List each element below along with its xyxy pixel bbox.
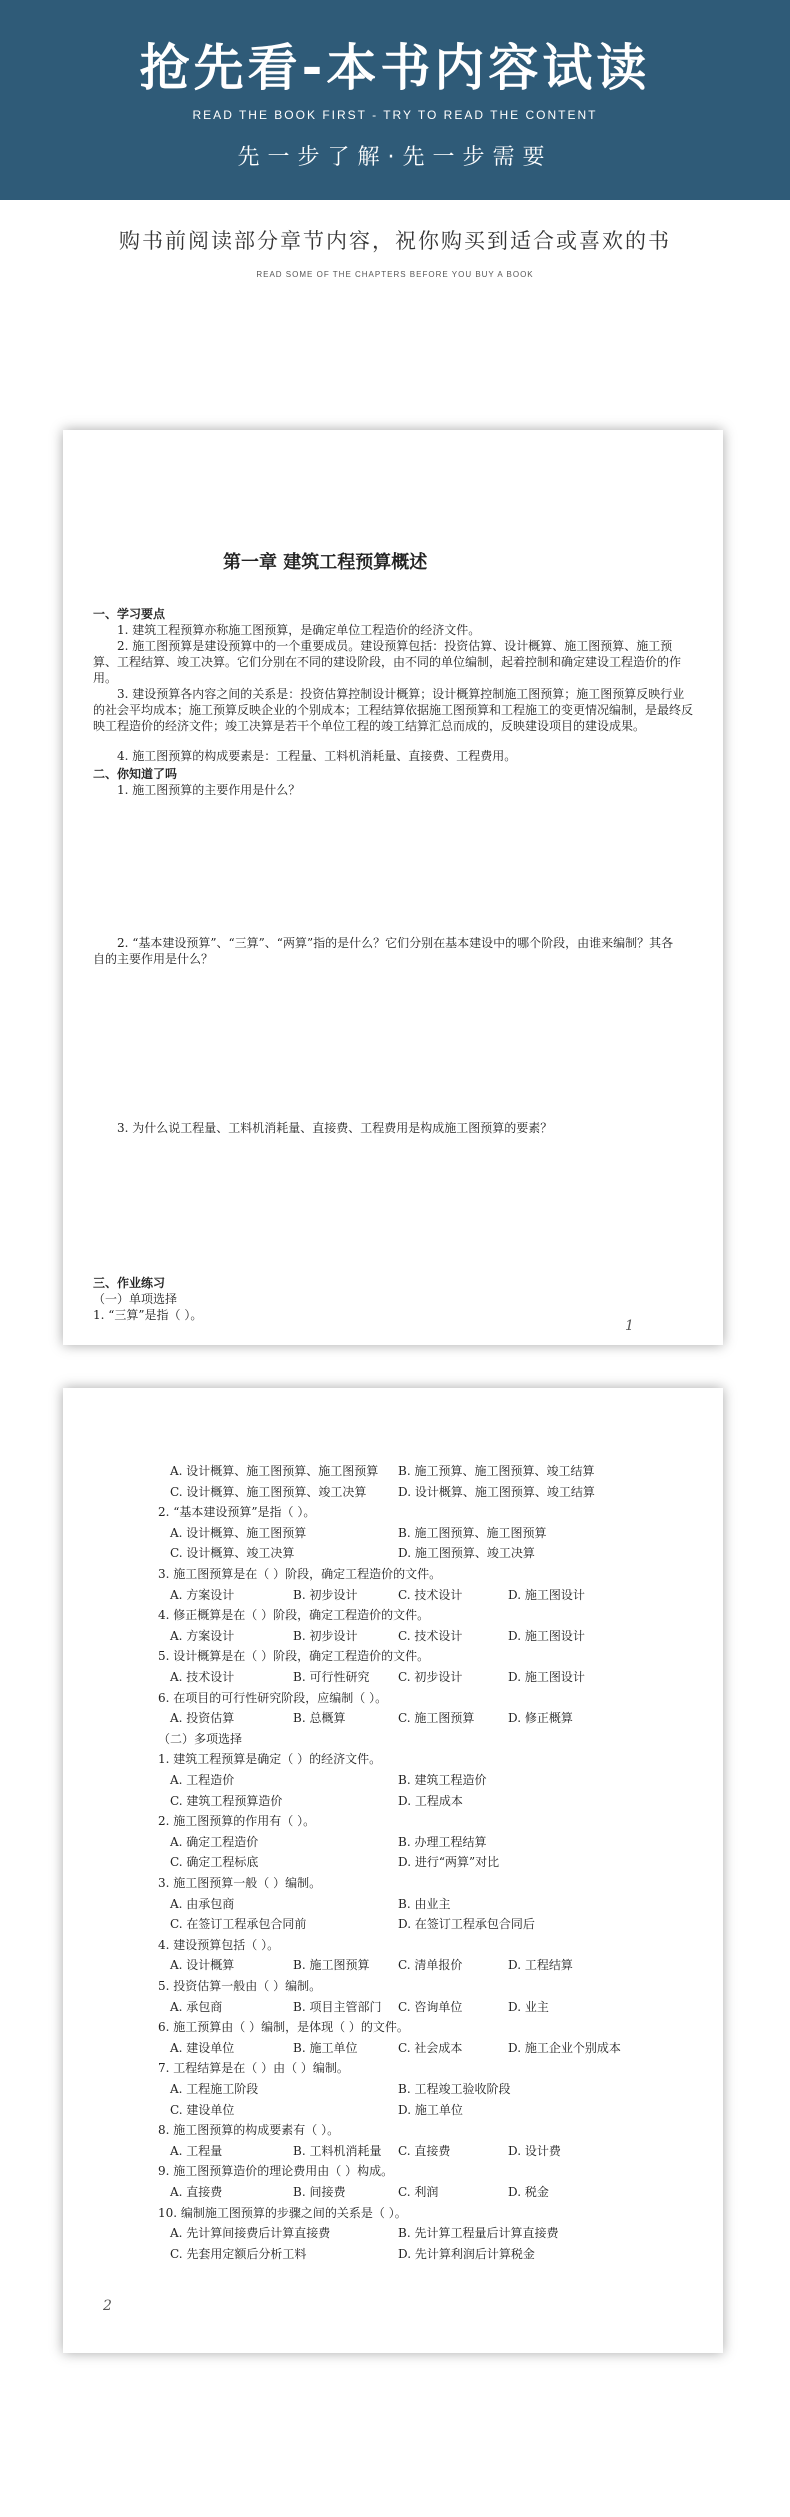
intro-text: 购书前阅读部分章节内容，祝你购买到适合或喜欢的书 [119,229,671,253]
question-line: 7. 工程结算是在（ ）由（ ）编制。 [158,2061,349,2076]
banner-title: 抢先看-本书内容试读 [139,39,651,97]
answer-option: B. 间接费 [293,2185,346,2199]
answer-option: A. 技术设计 [170,1670,235,1684]
answer-option: C. 初步设计 [398,1670,463,1684]
banner-subtitle-en: READ THE BOOK FIRST - TRY TO READ THE CONTENT [192,108,598,122]
answer-option: B. 初步设计 [293,1628,358,1643]
intro-text-en: READ SOME OF THE CHAPTERS BEFORE YOU BUY A BOOK [256,270,534,279]
answer-option: C. 先套用定额后分析工料 [170,2246,307,2261]
answer-option: A. 工程施工阶段 [170,2082,259,2096]
answer-option: B. 施工预算、施工图预算、竣工结算 [398,1464,595,1478]
answer-option: C. 清单报价 [398,1958,463,1973]
answer-option: B. 办理工程结算 [398,1834,487,1849]
answer-option: B. 施工图预算、施工图预算 [398,1525,547,1540]
answer-option: A. 方案设计 [170,1628,235,1643]
section-heading: 三、作业练习 [93,1276,166,1290]
answer-option: C. 社会成本 [398,2040,463,2055]
paragraph: 1. 建筑工程预算亦称施工图预算，是确定单位工程造价的经济文件。 [117,623,481,637]
answer-option: C. 建设单位 [170,2102,235,2117]
answer-option: D. 进行“两算”对比 [398,1855,500,1870]
answer-option: C. 技术设计 [398,1587,463,1602]
question-line: 3. 施工图预算是在（ ）阶段，确定工程造价的文件。 [158,1567,442,1581]
answer-option: A. 承包商 [170,1999,223,2014]
answer-option: B. 建筑工程造价 [398,1773,487,1787]
answer-option: A. 投资估算 [170,1711,235,1726]
answer-option: A. 确定工程造价 [170,1834,259,1849]
answer-option: B. 先计算工程量后计算直接费 [398,2226,559,2241]
page-number: 1 [625,1318,634,1334]
question-line: 4. 建设预算包括（ ）。 [158,1937,280,1952]
header-banner [0,0,790,200]
chapter-title: 第一章 建筑工程预算概述 [223,552,428,573]
answer-option: D. 修正概算 [508,1711,573,1726]
answer-option: C. 设计概算、施工图预算、竣工决算 [170,1484,367,1499]
answer-option: D. 业主 [508,1999,549,2014]
answer-option: C. 利润 [398,2185,439,2199]
answer-option: B. 施工单位 [293,2040,358,2055]
question-line: 2. “基本建设预算”是指（ ）。 [158,1505,316,1520]
answer-option: A. 设计概算、施工图预算 [170,1525,307,1540]
answer-option: A. 由承包商 [170,1896,235,1911]
answer-option: D. 设计费 [508,2143,561,2158]
answer-option: C. 建筑工程预算造价 [170,1793,283,1808]
section-heading: 二、你知道了吗 [93,767,178,781]
answer-option: A. 工程造价 [170,1773,235,1787]
answer-option: B. 总概算 [293,1711,346,1726]
answer-option: A. 建设单位 [170,2040,235,2055]
question: 1. 施工图预算的主要作用是什么？ [117,783,301,797]
answer-option: C. 技术设计 [398,1628,463,1643]
subsection-heading: （一）单项选择 [93,1292,178,1306]
section-heading: 一、学习要点 [93,607,166,621]
answer-option: D. 在签订工程承包合同后 [398,1917,535,1932]
question-line: 5. 投资估算一般由（ ）编制。 [158,1979,322,1993]
answer-option: B. 初步设计 [293,1587,358,1602]
question-line: 4. 修正概算是在（ ）阶段，确定工程造价的文件。 [158,1608,430,1623]
answer-option: A. 设计概算 [170,1958,235,1973]
paragraph: 3. 建设预算各内容之间的关系是：投资估算控制设计概算；设计概算控制施工图预算；施工图预算反映行业的社会平均成本；施工预算反映企业的个别成本；工程结算依据施工图预算和工程施工的变更情况编制，是最终反映工程造价的经济文件；竣工决算是若干个单位工程的竣工结算汇总而成的，反映建设项目的建设成果。 [93,687,694,733]
question-line: （二）多项选择 [158,1731,243,1746]
book-page-2 [63,1388,723,2353]
answer-option: B. 可行性研究 [293,1670,370,1684]
paragraph: 2. 施工图预算是建设预算中的一个重要成员。建设预算包括：投资估算、设计概算、施工图预算、施工预算、工程结算、竣工决算。它们分别在不同的建设阶段，由不同的单位编制，起着控制和确定建设工程造价的作用。 [93,639,682,685]
answer-option: B. 项目主管部门 [293,1999,382,2014]
answer-option: D. 施工单位 [398,2102,463,2117]
answer-option: D. 税金 [508,2185,549,2199]
question-line: 1. 建筑工程预算是确定（ ）的经济文件。 [158,1752,382,1767]
answer-option: D. 工程成本 [398,1793,463,1808]
answer-option: D. 先计算利润后计算税金 [398,2246,535,2261]
answer-option: C. 在签订工程承包合同前 [170,1917,307,1932]
answer-option: A. 设计概算、施工图预算、施工图预算 [170,1464,379,1478]
answer-option: A. 方案设计 [170,1587,235,1602]
answer-option: C. 直接费 [398,2143,451,2158]
answer-option: A. 工程量 [170,2143,223,2158]
answer-option: A. 直接费 [170,2185,223,2199]
question-line: 5. 设计概算是在（ ）阶段，确定工程造价的文件。 [158,1649,430,1664]
answer-option: B. 施工图预算 [293,1958,370,1973]
answer-option: B. 工料机消耗量 [293,2143,382,2158]
question: 2. “基本建设预算”、“三算”、“两算”指的是什么？它们分别在基本建设中的哪个阶段，由谁来编制？其各自的主要作用是什么？ [93,936,674,966]
answer-option: D. 施工图设计 [508,1587,585,1602]
paragraph: 4. 施工图预算的构成要素是：工程量、工料机消耗量、直接费、工程费用。 [117,749,517,763]
question: 3. 为什么说工程量、工料机消耗量、直接费、工程费用是构成施工图预算的要素？ [117,1121,553,1135]
question-line: 3. 施工图预算一般（ ）编制。 [158,1876,322,1890]
book-page-1 [63,430,723,1345]
question-line: 9. 施工图预算造价的理论费用由（ ）构成。 [158,2164,394,2179]
answer-option: C. 设计概算、竣工决算 [170,1546,295,1561]
answer-option: B. 工程竣工验收阶段 [398,2082,511,2096]
answer-option: D. 施工图设计 [508,1628,585,1643]
question-line: 6. 施工预算由（ ）编制，是体现（ ）的文件。 [158,2020,409,2035]
answer-option: D. 设计概算、施工图预算、竣工结算 [398,1484,595,1499]
answer-option: A. 先计算间接费后计算直接费 [170,2226,331,2241]
answer-option: B. 由业主 [398,1896,451,1911]
banner-subtitle-cn: 先一步了解·先一步需要 [237,145,553,170]
page-number: 2 [103,2298,112,2314]
answer-option: D. 施工图预算、竣工决算 [398,1546,535,1561]
question-line: 8. 施工图预算的构成要素有（ ）。 [158,2123,340,2138]
exercise-item: 1. “三算”是指（ ）。 [93,1308,203,1322]
answer-option: C. 咨询单位 [398,1999,463,2014]
answer-option: D. 工程结算 [508,1958,573,1973]
answer-option: D. 施工企业个别成本 [508,2040,621,2055]
answer-option: D. 施工图设计 [508,1670,585,1684]
question-line: 2. 施工图预算的作用有（ ）。 [158,1814,316,1829]
question-line: 10. 编制施工图预算的步骤之间的关系是（ ）。 [158,2205,407,2220]
answer-option: C. 确定工程标底 [170,1855,259,1870]
question-line: 6. 在项目的可行性研究阶段，应编制（ ）。 [158,1690,388,1705]
answer-option: C. 施工图预算 [398,1711,475,1726]
